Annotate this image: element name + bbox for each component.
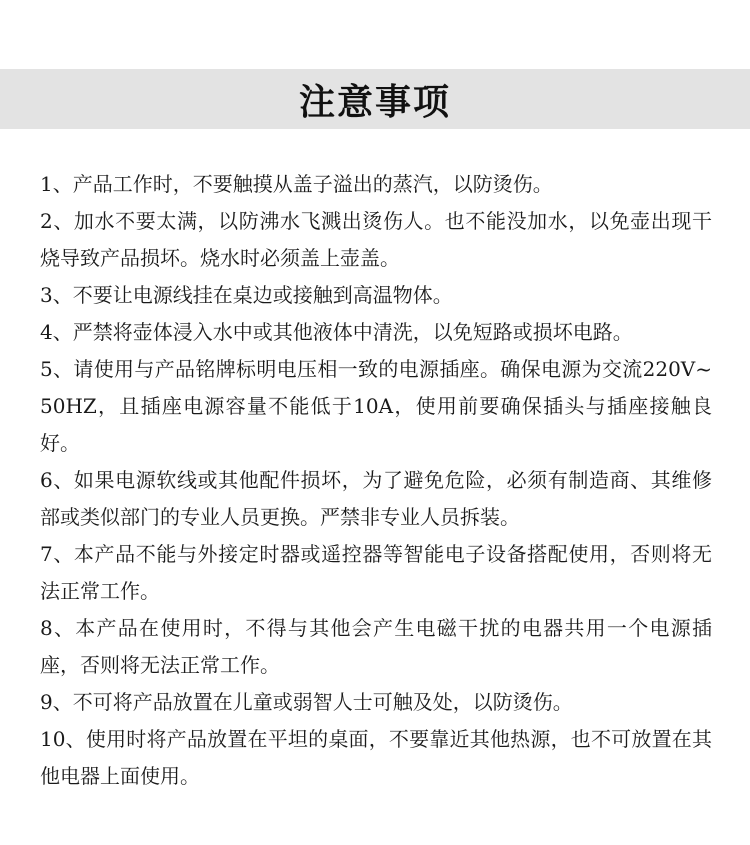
list-item: 2、加水不要太满，以防沸水飞溅出烫伤人。也不能没加水，以免壶出现干烧导致产品损坏。烧水时必须盖上壶盖。 xyxy=(40,209,712,270)
list-item: 8、本产品在使用时，不得与其他会产生电磁干扰的电器共用一个电源插座，否则将无法正常工作。 xyxy=(40,616,712,677)
list-item: 1、产品工作时，不要触摸从盖子溢出的蒸汽，以防烫伤。 xyxy=(40,172,553,196)
list-item: 3、不要让电源线挂在桌边或接触到高温物体。 xyxy=(40,283,453,307)
list-item: 5、请使用与产品铭牌标明电压相一致的电源插座。确保电源为交流220V~50HZ，且插座电源容量不能低于10A，使用前要确保插头与插座接触良好。 xyxy=(40,357,712,455)
list-item: 7、本产品不能与外接定时器或遥控器等智能电子设备搭配使用，否则将无法正常工作。 xyxy=(40,542,712,603)
list-item: 6、如果电源软线或其他配件损坏，为了避免危险，必须有制造商、其维修部或类似部门的专业人员更换。严禁非专业人员拆装。 xyxy=(40,468,712,529)
page-title: 注意事项 xyxy=(298,81,451,123)
list-item: 9、不可将产品放置在儿童或弱智人士可触及处，以防烫伤。 xyxy=(40,690,573,714)
list-item: 10、使用时将产品放置在平坦的桌面，不要靠近其他热源，也不可放置在其他电器上面使用。 xyxy=(40,727,712,788)
title-band xyxy=(0,69,750,129)
precautions-list xyxy=(40,166,712,795)
list-item: 4、严禁将壶体浸入水中或其他液体中清洗，以免短路或损坏电路。 xyxy=(40,320,633,344)
